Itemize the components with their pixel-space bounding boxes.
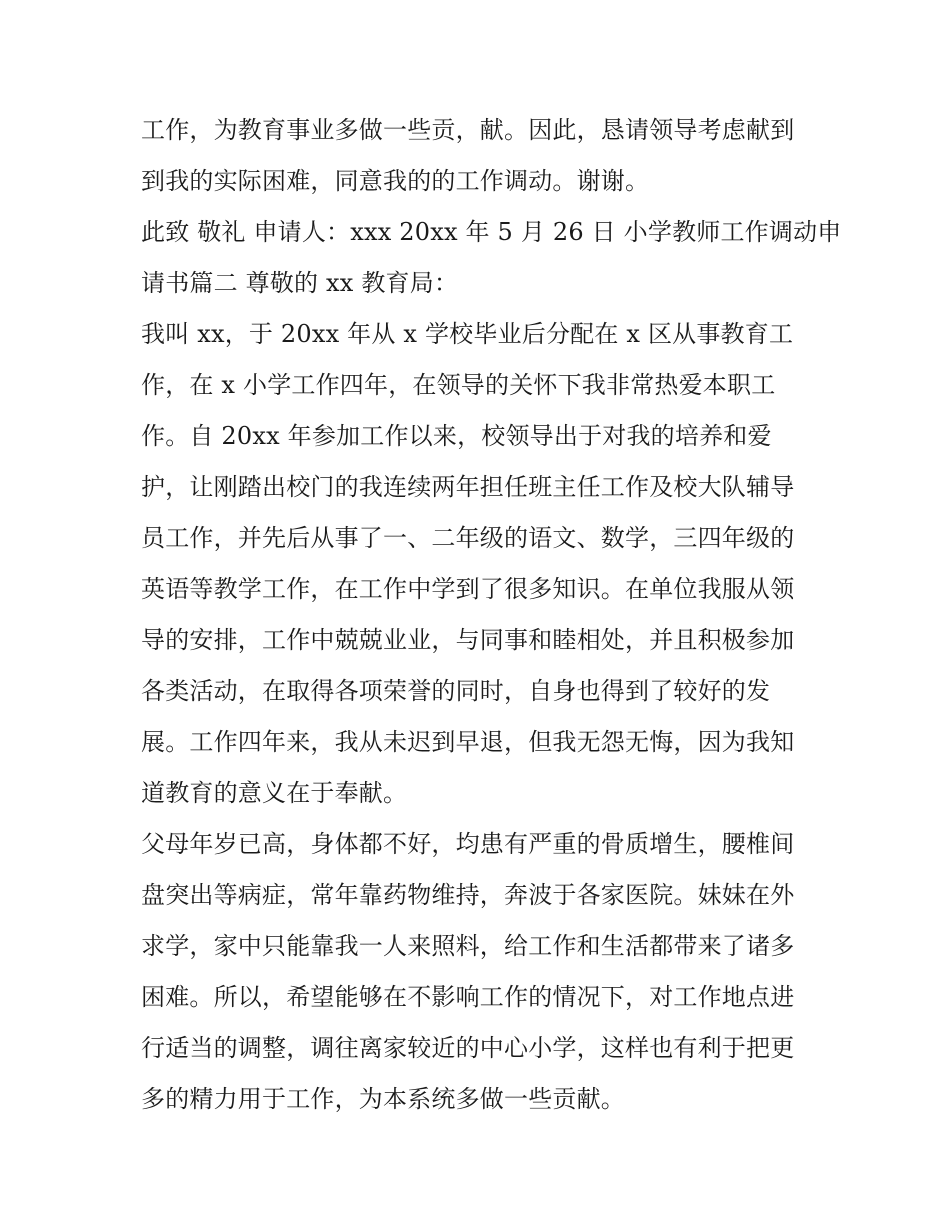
text-line: 导的安排，工作中兢兢业业，与同事和睦相处，并且积极参加 (141, 626, 795, 654)
text-line: 此致 敬礼 申请人：xxx 20xx 年 5 月 26 日 小学教师工作调动申 (141, 218, 842, 246)
text-line: 英语等教学工作，在工作中学到了很多知识。在单位我服从领 (141, 575, 795, 603)
text-line: 护，让刚踏出校门的我连续两年担任班主任工作及校大队辅导 (141, 473, 795, 501)
text-line: 工作，为教育事业多做一些贡，献。因此，恳请领导考虑献到 (141, 116, 795, 144)
text-line: 员工作，并先后从事了一、二年级的语文、数学，三四年级的 (141, 524, 795, 552)
text-line: 作，在 x 小学工作四年，在领导的关怀下我非常热爱本职工 (141, 371, 776, 399)
text-line: 请书篇二 尊敬的 xx 教育局： (141, 269, 459, 297)
text-line: 到我的实际困难，同意我的的工作调动。谢谢。 (141, 167, 650, 195)
text-line: 道教育的意义在于奉献。 (141, 779, 408, 807)
text-line: 求学，家中只能靠我一人来照料，给工作和生活都带来了诸多 (141, 932, 795, 960)
text-line: 我叫 xx，于 20xx 年从 x 学校毕业后分配在 x 区从事教育工 (141, 320, 794, 348)
text-line: 作。自 20xx 年参加工作以来，校领导出于对我的培养和爱 (141, 422, 772, 450)
text-line: 行适当的调整，调往离家较近的中心小学，这样也有利于把更 (141, 1034, 795, 1062)
text-line: 父母年岁已高，身体都不好，均患有严重的骨质增生，腰椎间 (141, 830, 795, 858)
text-line: 盘突出等病症，常年靠药物维持，奔波于各家医院。妹妹在外 (141, 881, 795, 909)
text-line: 展。工作四年来，我从未迟到早退，但我无怨无悔，因为我知 (141, 728, 795, 756)
text-line: 多的精力用于工作，为本系统多做一些贡献。 (141, 1085, 625, 1113)
text-line: 困难。所以，希望能够在不影响工作的情况下，对工作地点进 (141, 983, 795, 1011)
text-line: 各类活动，在取得各项荣誉的同时，自身也得到了较好的发 (141, 677, 771, 705)
document-body (141, 105, 842, 1125)
